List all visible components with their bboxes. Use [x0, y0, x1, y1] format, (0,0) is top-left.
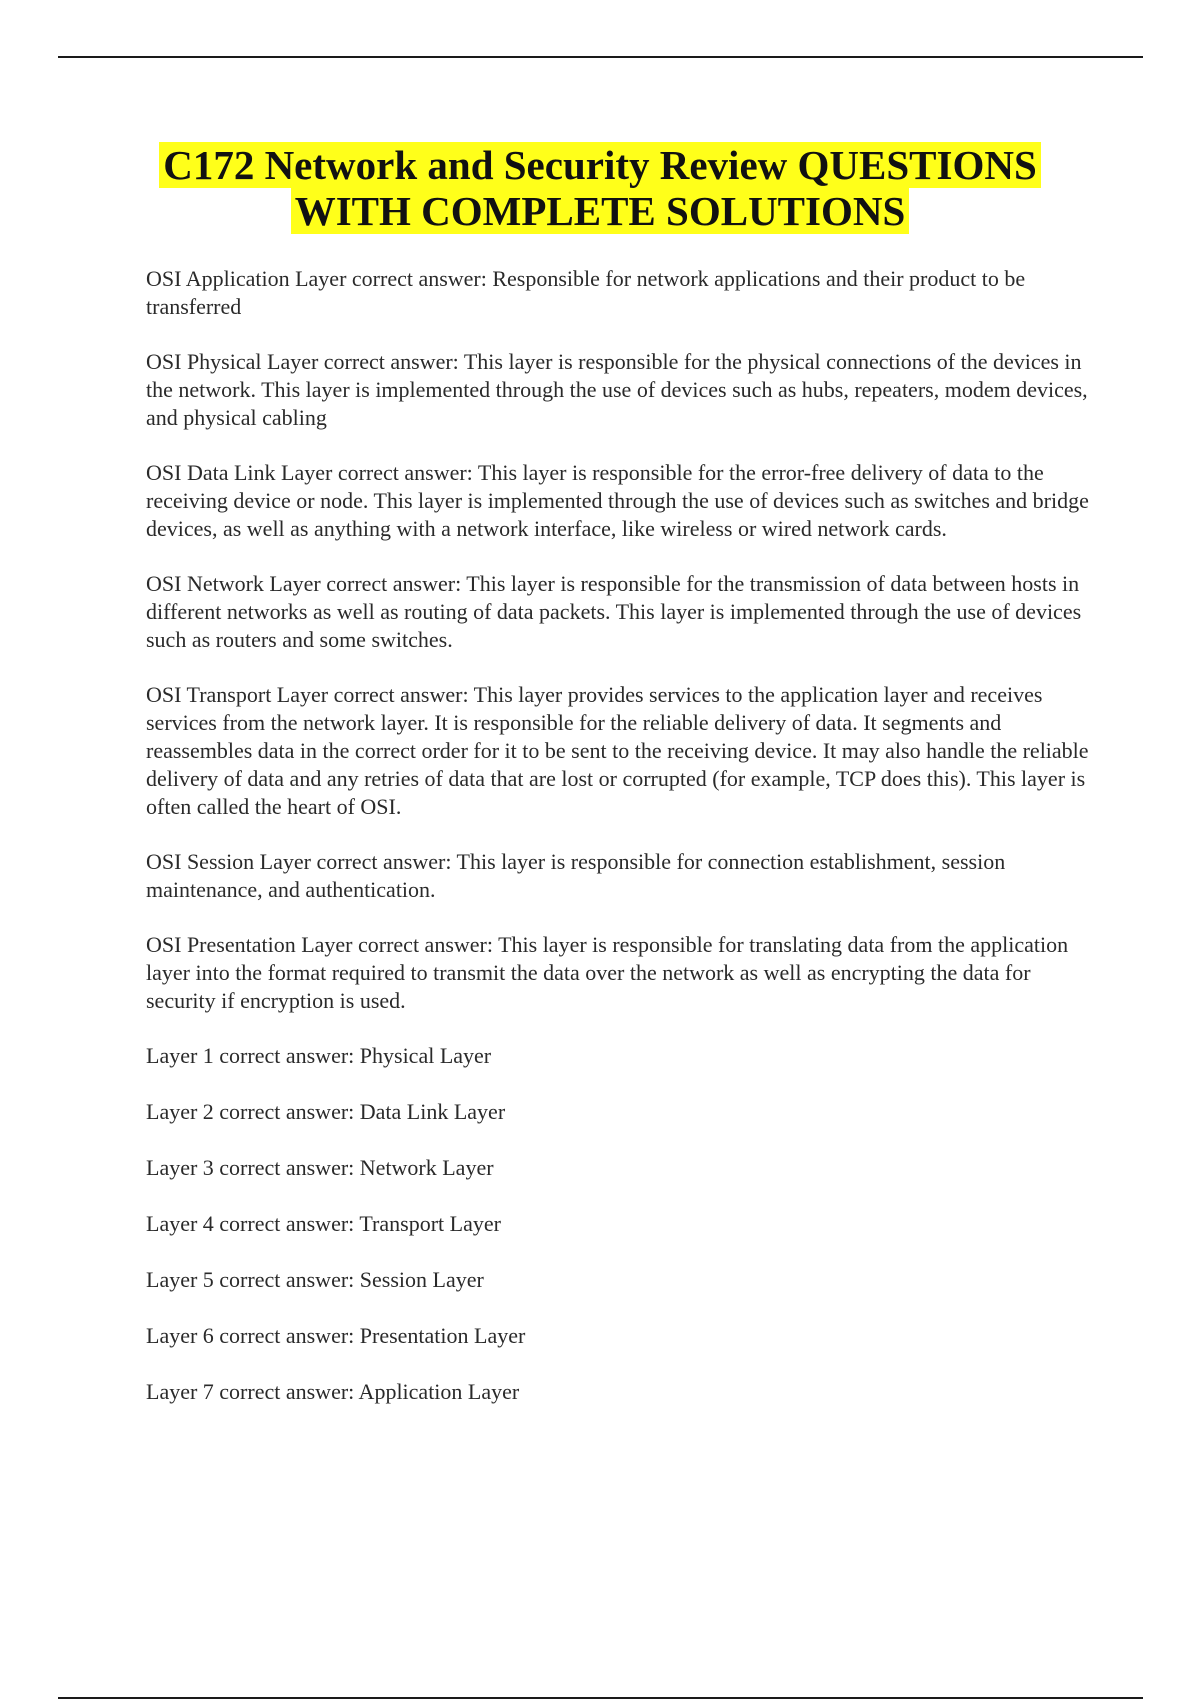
qa-entry-layer-4: Layer 4 correct answer: Transport Layer [146, 1211, 501, 1236]
qa-entry-osi-network: OSI Network Layer correct answer: This layer is responsible for the transmission of data between hosts in different networks as well as routing of data packets. This layer is implemented through the use of devices such as routers and some switches. [146, 571, 1082, 652]
qa-entry-layer-7: Layer 7 correct answer: Application Layer [146, 1379, 520, 1404]
bottom-rule [58, 1697, 1143, 1699]
qa-entry-osi-data-link: OSI Data Link Layer correct answer: This layer is responsible for the error-free delivery of data to the receiving device or node. This layer is implemented through the use of devices such as switches and bridge devices, as well as anything with a network interface, like wireless or wired network cards. [146, 460, 1089, 541]
qa-entry-layer-6: Layer 6 correct answer: Presentation Layer [146, 1323, 526, 1348]
title-line-1: C172 Network and Security Review QUESTIONS [159, 142, 1041, 188]
qa-entry-layer-5: Layer 5 correct answer: Session Layer [146, 1267, 484, 1292]
qa-entry-osi-physical: OSI Physical Layer correct answer: This layer is responsible for the physical connections of the devices in the network. This layer is implemented through the use of devices such as hubs, repeaters, modem devices, and physical cabling [146, 349, 1088, 430]
title-line-2: WITH COMPLETE SOLUTIONS [291, 188, 910, 234]
qa-entry-layer-3: Layer 3 correct answer: Network Layer [146, 1155, 494, 1180]
qa-entry-osi-session: OSI Session Layer correct answer: This layer is responsible for connection establishment, session maintenance, and authentication. [146, 849, 1006, 902]
qa-entry-osi-presentation: OSI Presentation Layer correct answer: This layer is responsible for translating data from the application layer into the format required to transmit the data over the network as well as encrypting the data for security if encryption is used. [146, 932, 1069, 1013]
qa-entry-layer-2: Layer 2 correct answer: Data Link Layer [146, 1099, 506, 1124]
qa-list [146, 265, 1091, 1434]
document-title [0, 142, 1200, 234]
qa-entry-layer-1: Layer 1 correct answer: Physical Layer [146, 1043, 492, 1068]
qa-entry-osi-application: OSI Application Layer correct answer: Responsible for network applications and their product to be transferred [146, 266, 1026, 319]
top-rule [58, 56, 1143, 58]
qa-entry-osi-transport: OSI Transport Layer correct answer: This layer provides services to the application layer and receives services from the network layer. It is responsible for the reliable delivery of data. It segments and reassembles data in the correct order for it to be sent to the receiving device. It may also handle the reliable delivery of data and any retries of data that are lost or corrupted (for example, TCP does this). This layer is often called the heart of OSI. [146, 682, 1089, 819]
